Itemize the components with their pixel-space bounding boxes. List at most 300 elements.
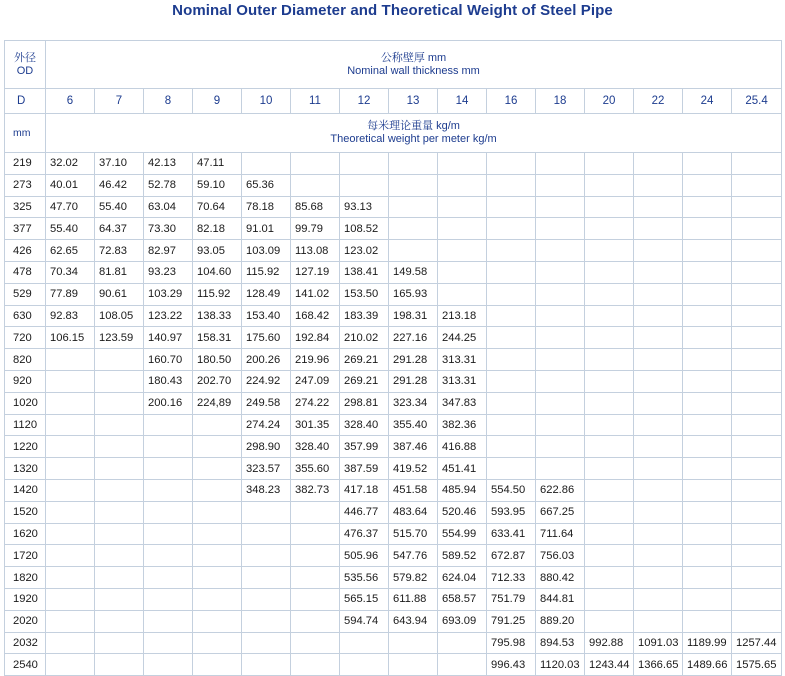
- weight-cell: 419.52: [389, 458, 438, 480]
- weight-cell: [536, 370, 585, 392]
- weight-cell: [683, 458, 732, 480]
- weight-cell: [487, 458, 536, 480]
- weight-cell: [634, 174, 683, 196]
- table-row: [5, 610, 782, 632]
- weight-cell: 328.40: [291, 436, 340, 458]
- weight-cell: 123.02: [340, 240, 389, 262]
- weight-cell: [438, 153, 487, 175]
- weight-cell: [683, 153, 732, 175]
- weight-cell: [634, 153, 683, 175]
- weight-cell: 138.33: [193, 305, 242, 327]
- table-row: [5, 283, 782, 305]
- weight-cell: [46, 567, 95, 589]
- weight-cell: 579.82: [389, 567, 438, 589]
- weight-cell: [193, 610, 242, 632]
- weight-cell: [683, 218, 732, 240]
- weight-cell: [242, 501, 291, 523]
- od-cell: 1220: [5, 436, 46, 458]
- weight-cell: 127.19: [291, 261, 340, 283]
- weight-cell: [732, 567, 782, 589]
- weight-cell: [732, 479, 782, 501]
- weight-cell: [634, 414, 683, 436]
- weight-cell: [46, 436, 95, 458]
- weight-cell: [585, 218, 634, 240]
- weight-cell: [585, 567, 634, 589]
- weight-cell: [732, 218, 782, 240]
- weight-cell: [585, 196, 634, 218]
- weight-cell: [634, 392, 683, 414]
- weight-cell: [242, 523, 291, 545]
- weight-cell: [46, 501, 95, 523]
- weight-cell: 59.10: [193, 174, 242, 196]
- weight-cell: 64.37: [95, 218, 144, 240]
- weight-cell: 357.99: [340, 436, 389, 458]
- weight-cell: [340, 153, 389, 175]
- od-cell: 219: [5, 153, 46, 175]
- weight-cell: [536, 218, 585, 240]
- weight-cell: 1120.03: [536, 654, 585, 676]
- weight-cell: 751.79: [487, 588, 536, 610]
- weight-cell: 382.36: [438, 414, 487, 436]
- weight-cell: [291, 654, 340, 676]
- thickness-header-cell: 24: [683, 89, 732, 114]
- weight-cell: [291, 610, 340, 632]
- od-cell: 630: [5, 305, 46, 327]
- weight-cell: [634, 545, 683, 567]
- weight-cell: [242, 545, 291, 567]
- weight-cell: 106.15: [46, 327, 95, 349]
- od-cell: 273: [5, 174, 46, 196]
- weight-cell: [95, 458, 144, 480]
- weight-cell: [291, 501, 340, 523]
- table-row: [5, 523, 782, 545]
- weight-cell: 667.25: [536, 501, 585, 523]
- weight-cell: [193, 479, 242, 501]
- weight-cell: 301.35: [291, 414, 340, 436]
- table-row: [5, 632, 782, 654]
- weight-cell: [683, 567, 732, 589]
- weight-cell: [144, 523, 193, 545]
- weight-cell: 1257.44: [732, 632, 782, 654]
- weight-cell: 103.09: [242, 240, 291, 262]
- weight-cell: [585, 349, 634, 371]
- weight-cell: [487, 414, 536, 436]
- weight-cell: 382.73: [291, 479, 340, 501]
- table-row: [5, 305, 782, 327]
- weight-cell: [438, 240, 487, 262]
- weight-cell: [732, 610, 782, 632]
- thickness-header-cell: 6: [46, 89, 95, 114]
- weight-cell: [144, 414, 193, 436]
- weight-cell: [389, 654, 438, 676]
- weight-cell: 108.05: [95, 305, 144, 327]
- weight-cell: 323.34: [389, 392, 438, 414]
- od-cell: 1620: [5, 523, 46, 545]
- weight-cell: [634, 370, 683, 392]
- weight-cell: [389, 218, 438, 240]
- od-cell: 1920: [5, 588, 46, 610]
- wall-thickness-header: [46, 41, 782, 89]
- weight-cell: 70.34: [46, 261, 95, 283]
- weight-cell: 103.29: [144, 283, 193, 305]
- weight-cell: [634, 567, 683, 589]
- weight-cell: [683, 305, 732, 327]
- weight-cell: [242, 153, 291, 175]
- weight-cell: [585, 458, 634, 480]
- weight-cell: 554.99: [438, 523, 487, 545]
- weight-cell: [585, 283, 634, 305]
- od-cell: 325: [5, 196, 46, 218]
- weight-cell: [46, 458, 95, 480]
- weight-cell: 47.11: [193, 153, 242, 175]
- weight-cell: [487, 370, 536, 392]
- weight-cell: [95, 610, 144, 632]
- weight-cell: [683, 545, 732, 567]
- weight-cell: 85.68: [291, 196, 340, 218]
- mm-label: mm: [5, 114, 46, 153]
- weight-per-meter-header: [46, 114, 782, 153]
- weight-cell: [732, 370, 782, 392]
- weight-cell: 200.26: [242, 349, 291, 371]
- weight-cell: [95, 545, 144, 567]
- weight-cell: 880.42: [536, 567, 585, 589]
- weight-cell: [683, 610, 732, 632]
- weight-cell: [487, 196, 536, 218]
- weight-cell: 505.96: [340, 545, 389, 567]
- od-cell: 1420: [5, 479, 46, 501]
- weight-cell: [683, 370, 732, 392]
- weight-cell: [634, 196, 683, 218]
- weight-per-meter-header-cn: 每米理论重量 kg/m: [367, 120, 460, 132]
- weight-cell: [46, 588, 95, 610]
- weight-cell: 387.59: [340, 458, 389, 480]
- weight-cell: [683, 588, 732, 610]
- weight-cell: [585, 392, 634, 414]
- weight-cell: 387.46: [389, 436, 438, 458]
- weight-cell: [438, 283, 487, 305]
- weight-cell: [634, 261, 683, 283]
- weight-cell: [144, 588, 193, 610]
- weight-cell: [95, 392, 144, 414]
- weight-cell: [732, 327, 782, 349]
- weight-cell: 73.30: [144, 218, 193, 240]
- weight-cell: 1243.44: [585, 654, 634, 676]
- weight-cell: [634, 610, 683, 632]
- weight-cell: [487, 392, 536, 414]
- weight-cell: 313.31: [438, 370, 487, 392]
- thickness-header-cell: 12: [340, 89, 389, 114]
- weight-cell: [683, 283, 732, 305]
- weight-cell: 90.61: [95, 283, 144, 305]
- weight-cell: [487, 283, 536, 305]
- weight-cell: 693.09: [438, 610, 487, 632]
- weight-cell: [634, 240, 683, 262]
- weight-cell: [389, 153, 438, 175]
- weight-cell: 52.78: [144, 174, 193, 196]
- thickness-header-cell: 20: [585, 89, 634, 114]
- weight-cell: 227.16: [389, 327, 438, 349]
- weight-cell: [585, 261, 634, 283]
- weight-cell: [585, 414, 634, 436]
- weight-cell: 93.23: [144, 261, 193, 283]
- weight-cell: 547.76: [389, 545, 438, 567]
- weight-cell: 298.90: [242, 436, 291, 458]
- weight-cell: 624.04: [438, 567, 487, 589]
- weight-cell: 347.83: [438, 392, 487, 414]
- weight-cell: [291, 174, 340, 196]
- weight-cell: 213.18: [438, 305, 487, 327]
- table-row: [5, 414, 782, 436]
- weight-cell: 611.88: [389, 588, 438, 610]
- weight-cell: 417.18: [340, 479, 389, 501]
- weight-cell: [732, 545, 782, 567]
- weight-cell: [732, 501, 782, 523]
- od-cell: 377: [5, 218, 46, 240]
- weight-cell: [242, 588, 291, 610]
- od-cell: 1820: [5, 567, 46, 589]
- weight-cell: [438, 654, 487, 676]
- weight-cell: [193, 501, 242, 523]
- weight-cell: [46, 654, 95, 676]
- weight-cell: [536, 414, 585, 436]
- weight-cell: [683, 327, 732, 349]
- weight-cell: [438, 261, 487, 283]
- weight-cell: [193, 654, 242, 676]
- weight-cell: 198.31: [389, 305, 438, 327]
- weight-cell: [291, 545, 340, 567]
- wall-thickness-header-en: Nominal wall thickness mm: [347, 64, 480, 77]
- od-cell: 820: [5, 349, 46, 371]
- od-cell: 1320: [5, 458, 46, 480]
- od-cell: 1520: [5, 501, 46, 523]
- weight-cell: 269.21: [340, 370, 389, 392]
- weight-cell: [389, 240, 438, 262]
- table-row: [5, 349, 782, 371]
- weight-cell: [634, 327, 683, 349]
- weight-cell: 55.40: [95, 196, 144, 218]
- weight-cell: 99.79: [291, 218, 340, 240]
- weight-cell: [683, 261, 732, 283]
- weight-cell: [46, 545, 95, 567]
- weight-cell: [585, 327, 634, 349]
- weight-cell: 138.41: [340, 261, 389, 283]
- weight-cell: [95, 414, 144, 436]
- weight-cell: [438, 174, 487, 196]
- weight-cell: [193, 588, 242, 610]
- weight-cell: 165.93: [389, 283, 438, 305]
- weight-cell: [732, 436, 782, 458]
- weight-cell: [536, 261, 585, 283]
- od-cell: 426: [5, 240, 46, 262]
- table-row: [5, 479, 782, 501]
- weight-cell: 62.65: [46, 240, 95, 262]
- weight-cell: 1489.66: [683, 654, 732, 676]
- weight-cell: [144, 458, 193, 480]
- table-row: [5, 545, 782, 567]
- weight-cell: [389, 196, 438, 218]
- weight-cell: [683, 392, 732, 414]
- weight-cell: [536, 305, 585, 327]
- weight-cell: [634, 501, 683, 523]
- weight-cell: 328.40: [340, 414, 389, 436]
- weight-cell: 291.28: [389, 349, 438, 371]
- weight-cell: [585, 545, 634, 567]
- weight-cell: [732, 305, 782, 327]
- weight-cell: 55.40: [46, 218, 95, 240]
- weight-cell: 446.77: [340, 501, 389, 523]
- weight-cell: [585, 523, 634, 545]
- weight-cell: [585, 153, 634, 175]
- weight-cell: 672.87: [487, 545, 536, 567]
- weight-cell: 141.02: [291, 283, 340, 305]
- weight-cell: 160.70: [144, 349, 193, 371]
- weight-cell: 291.28: [389, 370, 438, 392]
- weight-cell: [144, 501, 193, 523]
- thickness-header-cell: 10: [242, 89, 291, 114]
- weight-cell: 140.97: [144, 327, 193, 349]
- weight-cell: [683, 479, 732, 501]
- weight-cell: 202.70: [193, 370, 242, 392]
- weight-cell: [683, 174, 732, 196]
- weight-cell: 192.84: [291, 327, 340, 349]
- od-header-cell: [5, 41, 46, 89]
- thickness-header-cell: 25.4: [732, 89, 782, 114]
- weight-cell: [46, 349, 95, 371]
- weight-cell: [95, 436, 144, 458]
- weight-cell: 589.52: [438, 545, 487, 567]
- weight-cell: [193, 523, 242, 545]
- table-row: [5, 174, 782, 196]
- weight-cell: 451.41: [438, 458, 487, 480]
- weight-cell: 1575.65: [732, 654, 782, 676]
- weight-cell: [487, 261, 536, 283]
- weight-cell: [683, 196, 732, 218]
- weight-cell: [95, 501, 144, 523]
- weight-cell: 42.13: [144, 153, 193, 175]
- weight-cell: [536, 240, 585, 262]
- thickness-header-cell: 11: [291, 89, 340, 114]
- weight-cell: 643.94: [389, 610, 438, 632]
- od-cell: 1120: [5, 414, 46, 436]
- weight-cell: [732, 458, 782, 480]
- weight-cell: [585, 436, 634, 458]
- weight-cell: 81.81: [95, 261, 144, 283]
- weight-cell: [438, 196, 487, 218]
- weight-cell: 515.70: [389, 523, 438, 545]
- weight-cell: [46, 370, 95, 392]
- weight-cell: 224.92: [242, 370, 291, 392]
- table-row: [5, 501, 782, 523]
- weight-cell: 70.64: [193, 196, 242, 218]
- weight-cell: [732, 261, 782, 283]
- thickness-header-cell: 16: [487, 89, 536, 114]
- weight-cell: [291, 523, 340, 545]
- thickness-header-cell: 13: [389, 89, 438, 114]
- weight-cell: [585, 610, 634, 632]
- weight-cell: [634, 458, 683, 480]
- weight-cell: [732, 588, 782, 610]
- weight-cell: 756.03: [536, 545, 585, 567]
- weight-cell: 520.46: [438, 501, 487, 523]
- od-cell: 920: [5, 370, 46, 392]
- weight-cell: [193, 545, 242, 567]
- table-row: [5, 458, 782, 480]
- table-row: [5, 327, 782, 349]
- weight-cell: 46.42: [95, 174, 144, 196]
- weight-cell: [95, 370, 144, 392]
- weight-cell: [144, 610, 193, 632]
- table-row: [5, 196, 782, 218]
- weight-cell: 183.39: [340, 305, 389, 327]
- weight-cell: [95, 523, 144, 545]
- weight-cell: 594.74: [340, 610, 389, 632]
- weight-cell: 269.21: [340, 349, 389, 371]
- weight-cell: 123.59: [95, 327, 144, 349]
- weight-cell: 658.57: [438, 588, 487, 610]
- weight-cell: 210.02: [340, 327, 389, 349]
- weight-cell: [291, 153, 340, 175]
- weight-cell: [144, 632, 193, 654]
- weight-cell: [291, 567, 340, 589]
- weight-cell: 32.02: [46, 153, 95, 175]
- weight-cell: [46, 523, 95, 545]
- table-row: [5, 392, 782, 414]
- weight-cell: [242, 632, 291, 654]
- weight-cell: [193, 436, 242, 458]
- weight-cell: 1366.65: [634, 654, 683, 676]
- weight-cell: 416.88: [438, 436, 487, 458]
- weight-cell: [193, 567, 242, 589]
- weight-cell: 992.88: [585, 632, 634, 654]
- weight-cell: 72.83: [95, 240, 144, 262]
- weight-cell: [536, 436, 585, 458]
- weight-cell: [46, 610, 95, 632]
- thickness-header-cell: 18: [536, 89, 585, 114]
- weight-cell: [536, 196, 585, 218]
- thickness-header-cell: 8: [144, 89, 193, 114]
- weight-cell: 153.40: [242, 305, 291, 327]
- weight-cell: 355.60: [291, 458, 340, 480]
- weight-cell: [732, 414, 782, 436]
- weight-cell: 593.95: [487, 501, 536, 523]
- weight-cell: 535.56: [340, 567, 389, 589]
- weight-cell: [732, 240, 782, 262]
- weight-cell: [144, 479, 193, 501]
- weight-cell: [683, 523, 732, 545]
- weight-cell: [487, 436, 536, 458]
- weight-cell: 82.18: [193, 218, 242, 240]
- od-header-cn: 外径: [14, 51, 36, 64]
- table-row: [5, 240, 782, 262]
- weight-cell: 40.01: [46, 174, 95, 196]
- table-row: [5, 436, 782, 458]
- weight-cell: 65.36: [242, 174, 291, 196]
- weight-cell: [536, 153, 585, 175]
- weight-cell: [487, 218, 536, 240]
- weight-cell: 63.04: [144, 196, 193, 218]
- weight-cell: 180.50: [193, 349, 242, 371]
- weight-cell: 113.08: [291, 240, 340, 262]
- weight-cell: [144, 654, 193, 676]
- weight-cell: 93.13: [340, 196, 389, 218]
- weight-cell: [340, 632, 389, 654]
- weight-cell: [389, 632, 438, 654]
- weight-cell: [634, 479, 683, 501]
- weight-cell: 274.22: [291, 392, 340, 414]
- weight-cell: [144, 567, 193, 589]
- weight-cell: [487, 174, 536, 196]
- table-row: [5, 153, 782, 175]
